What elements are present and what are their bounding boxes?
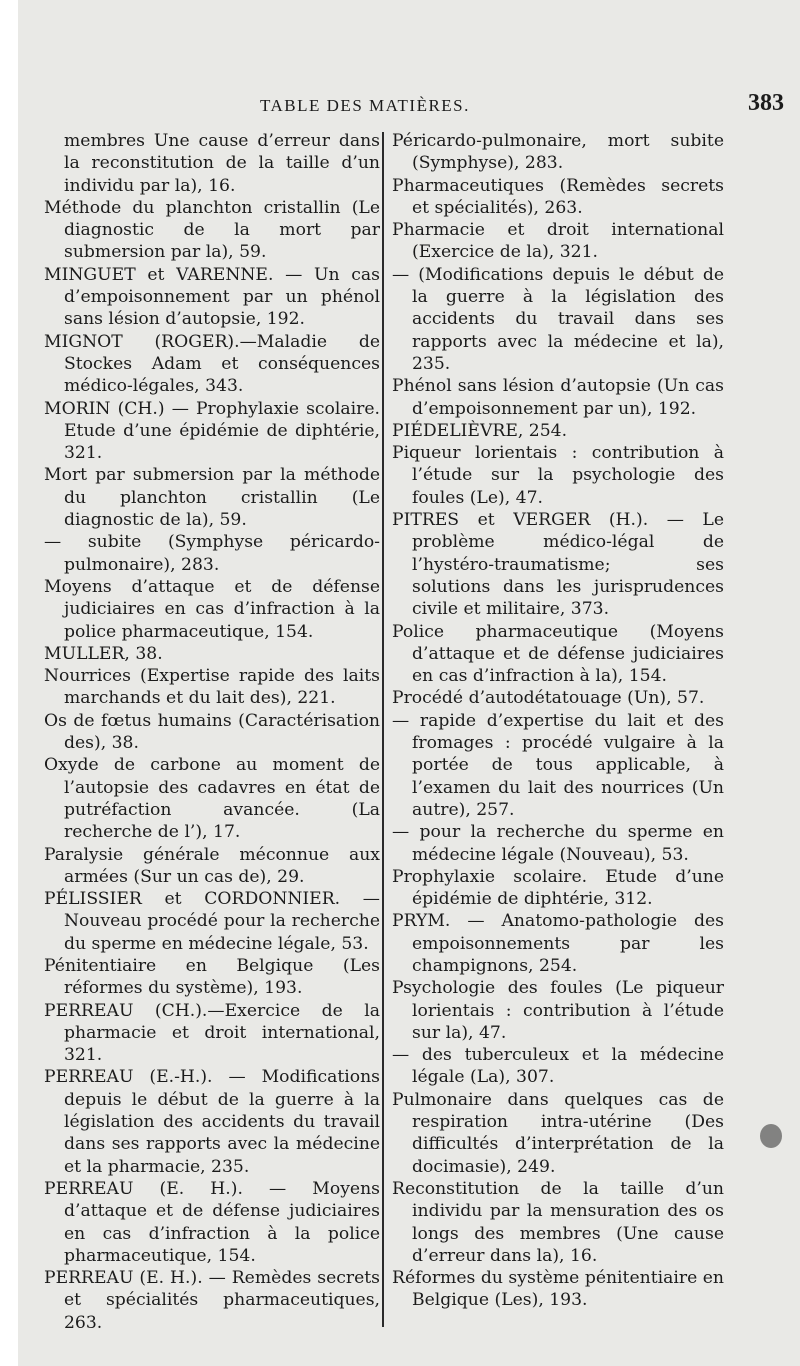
index-entry: PERREAU (E. H.). — Remèdes secrets et spécialités pharmaceutiques, 263. [44, 1268, 380, 1333]
index-entry: membres Une cause d’erreur dans la reconstitution de la taille d’un individu par la), 16. [64, 131, 380, 196]
index-entry: Os de fœtus humains (Caractérisation des), 38. [44, 710, 380, 754]
index-entry: Méthode du planchton cristallin (Le diagnostic de la mort par submersion par la), 59. [44, 197, 380, 263]
index-entry: — pour la recherche du sperme en médecine légale (Nouveau), 53. [392, 822, 724, 865]
index-entry: — (Modifications depuis le début de la guerre à la législation des accidents du travail dans ses rapports avec la médecine et la), 235. [392, 264, 724, 374]
index-entry: Psychologie des foules (Le piqueur lorientais : contribution à l’étude sur la), 47. [392, 978, 724, 1043]
index-entry: PÉLISSIER et CORDONNIER. — Nouveau procédé pour la recherche du sperme en médecine légale, 53. [44, 889, 380, 954]
page-number: 383 [748, 90, 784, 116]
page-header [18, 90, 800, 130]
ink-blot [760, 1124, 782, 1148]
index-entry: PRYM. — Anatomo-pathologie des empoisonnements par les champignons, 254. [392, 911, 724, 976]
index-entry: Péricardo-pulmonaire, mort subite (Symphyse), 283. [392, 131, 724, 174]
index-entry: Pulmonaire dans quelques cas de respiration intra-utérine (Des difficultés d’interprétation de la docimasie), 249. [392, 1089, 724, 1177]
index-entry: Phénol sans lésion d’autopsie (Un cas d’empoisonnement par un), 192. [392, 376, 724, 419]
index-entry: MIGNOT (ROGER).—Maladie de Stockes Adam et conséquences médico-légales, 343. [44, 331, 380, 397]
column-divider [382, 132, 384, 1327]
index-entry: Mort par submersion par la méthode du planchton cristallin (Le diagnostic de la), 59. [44, 465, 380, 531]
index-entry: PERREAU (CH.).—Exercice de la pharmacie et droit international, 321. [44, 1000, 380, 1066]
index-entry: MINGUET et VARENNE. — Un cas d’empoisonnement par un phénol sans lésion d’autopsie, 192. [44, 264, 380, 330]
index-entry: — des tuberculeux et la médecine légale (La), 307. [392, 1045, 724, 1088]
right-column [392, 130, 724, 1312]
left-column [44, 130, 380, 1334]
index-page [18, 0, 800, 1366]
index-entry: Pharmaceutiques (Remèdes secrets et spécialités), 263. [392, 175, 724, 218]
index-entry: PERREAU (E. H.). — Moyens d’attaque et de défense judiciaires en cas d’infraction à la police pharmaceutique, 154. [44, 1178, 380, 1266]
index-entry: PERREAU (E.-H.). — Modifications depuis le début de la guerre à la législation des accidents du travail dans ses rapports avec la médecine et la pharmacie, 235. [44, 1067, 380, 1177]
index-entry: Nourrices (Expertise rapide des laits marchands et du lait des), 221. [44, 666, 380, 709]
index-entry: — subite (Symphyse péricardo-pulmonaire), 283. [44, 532, 380, 575]
index-entry: Pharmacie et droit international (Exercice de la), 321. [392, 220, 724, 263]
index-entry: Prophylaxie scolaire. Etude d’une épidémie de diphtérie, 312. [392, 866, 724, 910]
index-entry: Paralysie générale méconnue aux armées (Sur un cas de), 29. [44, 844, 380, 887]
index-entry: PITRES et VERGER (H.). — Le problème médico-légal de l’hystéro-traumatisme; ses solutions dans les jurisprudences civile et militaire, 373. [392, 510, 724, 620]
index-entry: PIÉDELIÈVRE, 254. [392, 420, 568, 441]
index-entry: MORIN (CH.) — Prophylaxie scolaire. Etude d’une épidémie de diphtérie, 321. [44, 398, 380, 464]
index-entry: Procédé d’autodétatouage (Un), 57. [392, 688, 705, 709]
index-columns [44, 130, 784, 1333]
index-entry: MULLER, 38. [44, 643, 163, 664]
index-entry: Moyens d’attaque et de défense judiciaires en cas d’infraction à la police pharmaceutique, 154. [44, 576, 380, 642]
running-title: TABLE DES MATIÈRES. [260, 96, 470, 115]
index-entry: Police pharmaceutique (Moyens d’attaque et de défense judiciaires en cas d’infraction à la), 154. [392, 621, 724, 687]
index-entry: Reconstitution de la taille d’un individu par la mensuration des os longs des membres (Une cause d’erreur dans la), 16. [392, 1178, 724, 1266]
index-entry: Piqueur lorientais : contribution à l’étude sur la psychologie des foules (Le), 47. [392, 443, 724, 508]
index-entry: Réformes du système pénitentiaire en Belgique (Les), 193. [392, 1268, 724, 1311]
index-entry: — rapide d’expertise du lait et des fromages : procédé vulgaire à la portée de tous applicable, à l’examen du lait des nourrices (Un autre), 257. [392, 710, 724, 820]
index-entry: Oxyde de carbone au moment de l’autopsie des cadavres en état de putréfaction avancée. (La recherche de l’), 17. [44, 755, 380, 843]
index-entry: Pénitentiaire en Belgique (Les réformes du système), 193. [44, 955, 380, 999]
